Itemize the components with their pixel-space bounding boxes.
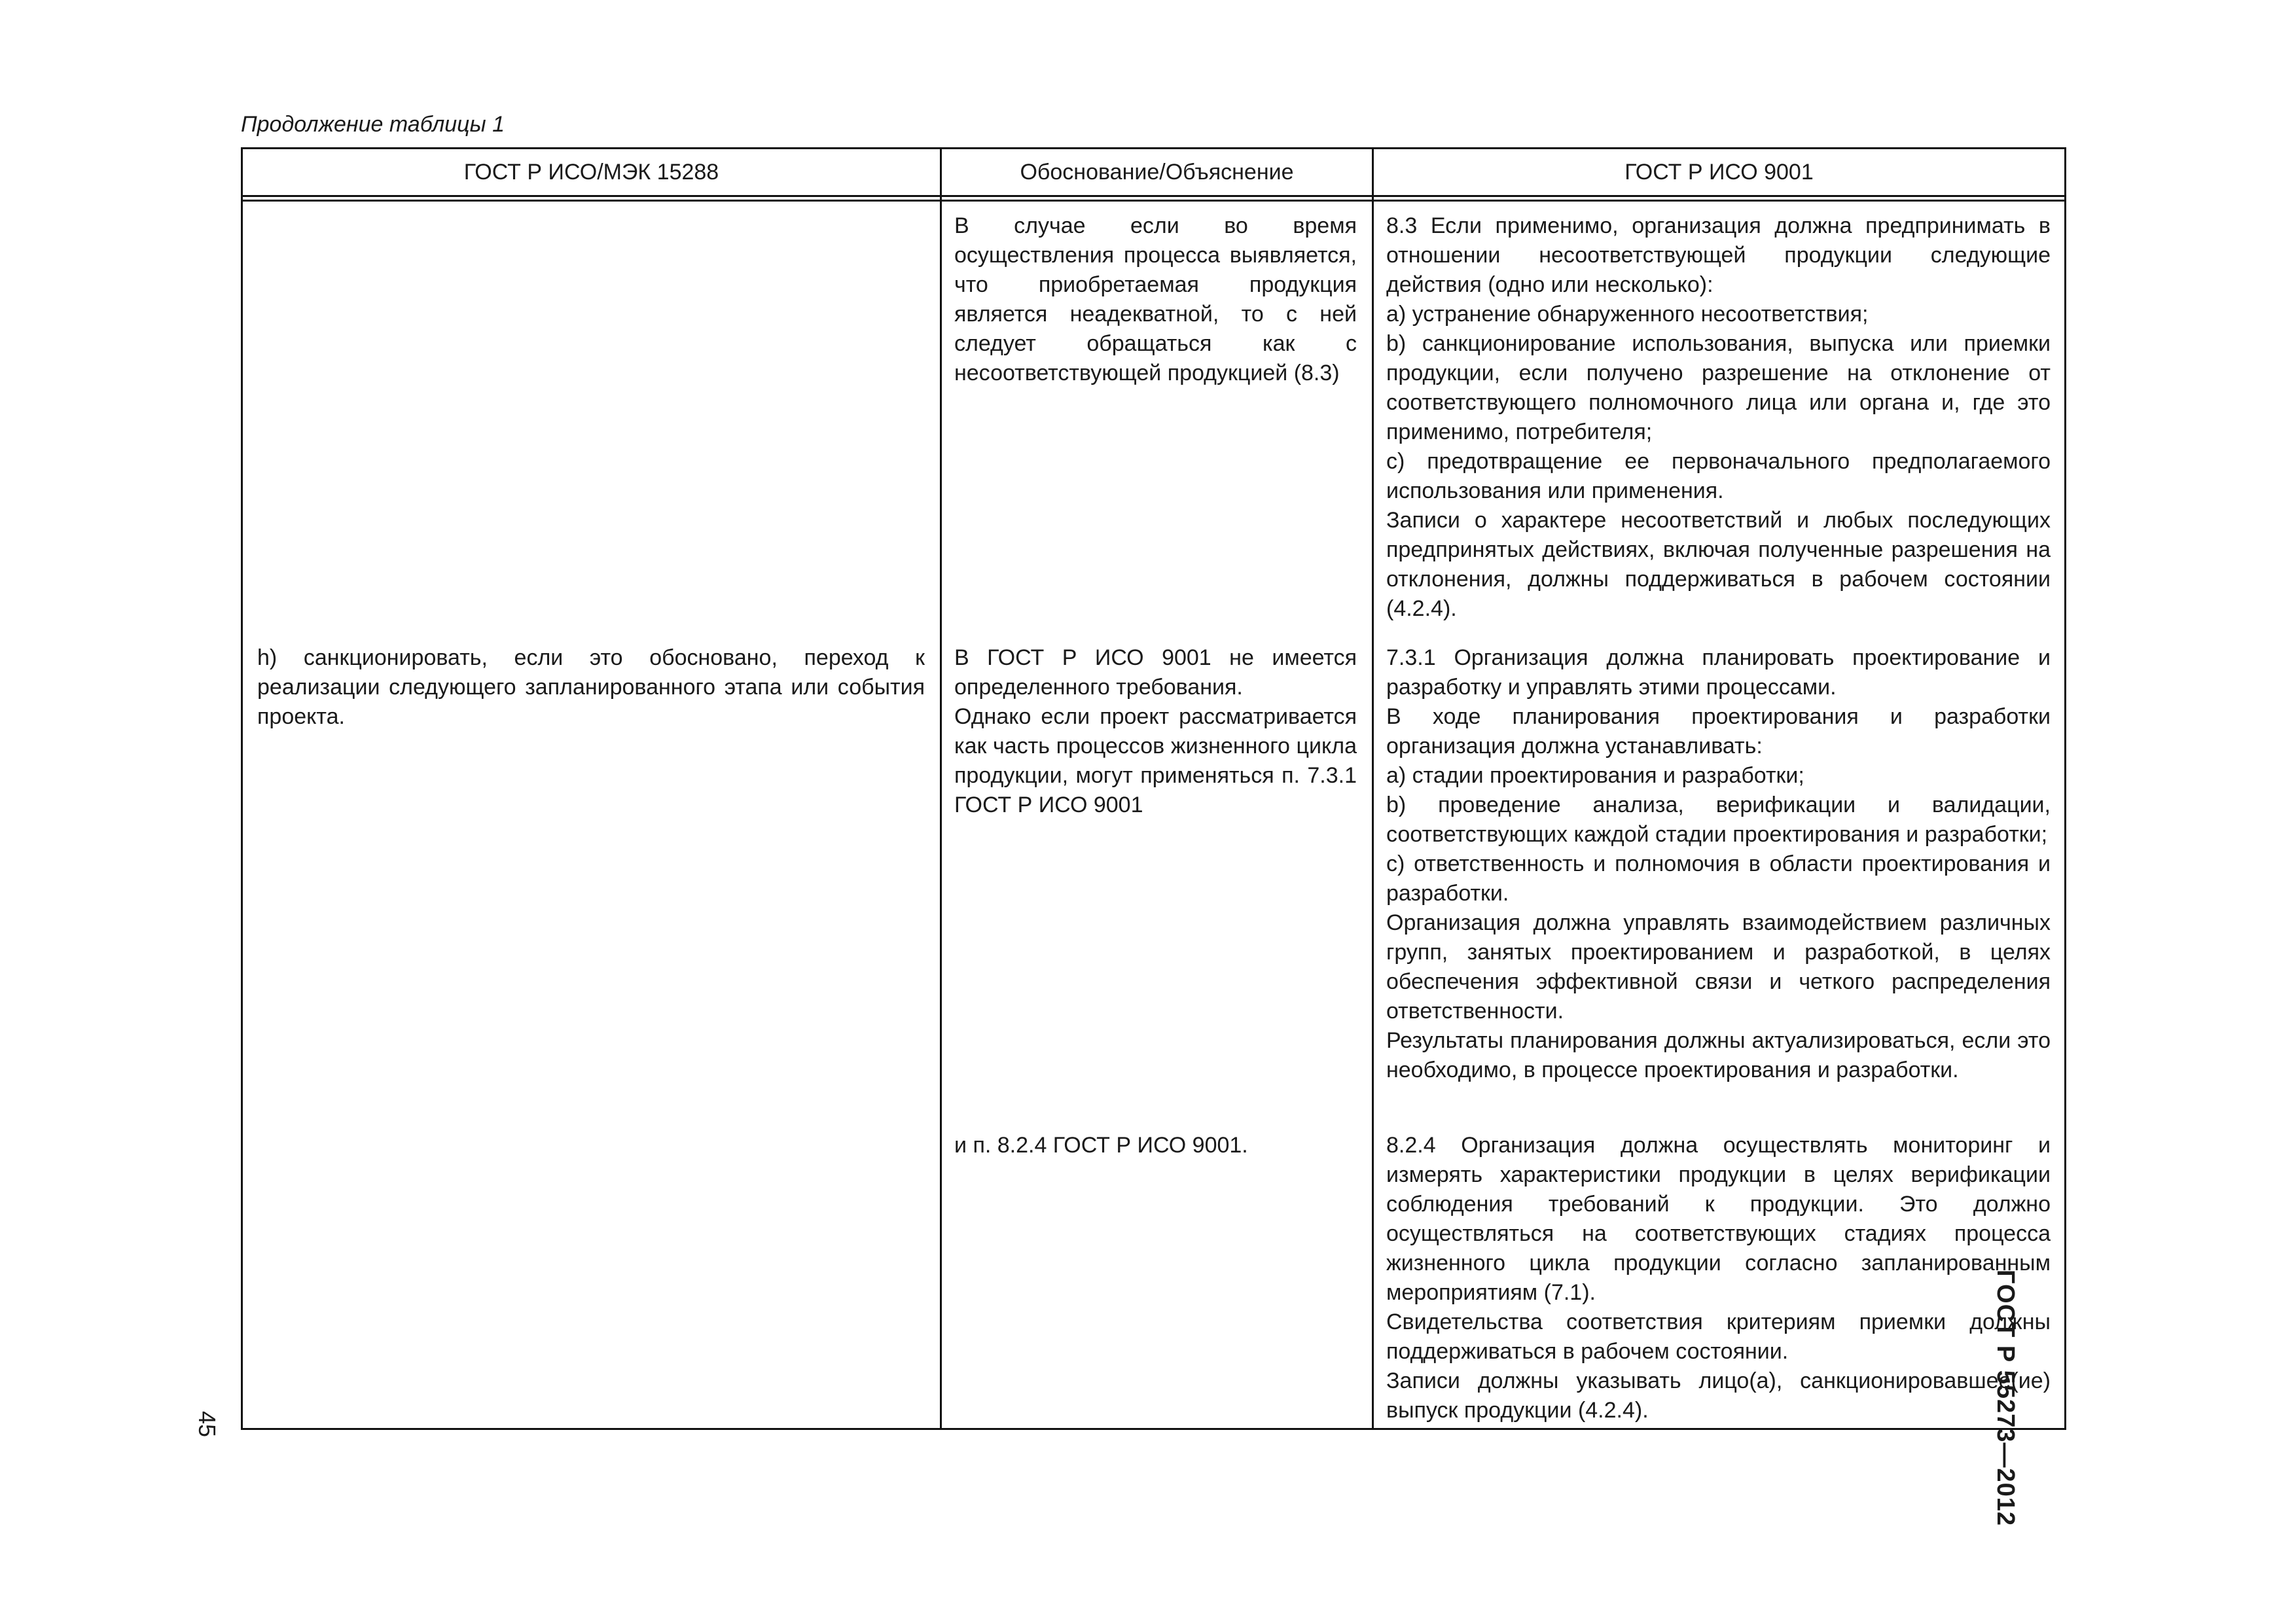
row3-col2-p0: и п. 8.2.4 ГОСТ Р ИСО 9001. [954,1133,1248,1158]
table-header-row [243,149,2064,197]
row2-justification [954,643,1357,820]
row1-col3-p3: c) предотвращение ее первоначального предполагаемого использования или применения. [1386,449,2051,503]
row3-col3-p2: Записи должны указывать лицо(а), санкционировавшее(ие) выпуск продукции (4.2.4). [1386,1368,2051,1423]
row1-col2-p0: В случае если во время осуществления процесса выявляется, что приобретаемая продукция является неадекватной, то с ней следует обращаться как с несоответствующей продукцией (8.3) [954,213,1357,385]
row3-justification [954,1131,1357,1160]
page-number: 45 [194,1410,221,1438]
row1-justification [954,211,1357,388]
data-table [241,147,2066,1430]
row2-col1-p0: h) санкционировать, если это обосновано, переход к реализации следующего запланированного этапа или события проекта. [257,645,925,729]
document-code: ГОСТ Р 55273—2012 [1992,1270,2019,1526]
row2-col3-p2: a) стадии проектирования и разработки; [1386,763,1804,788]
row3-col3-p0: 8.2.4 Организация должна осуществлять мониторинг и измерять характеристики продукции в целях верификации соблюдения требований к продукции. Это должно осуществляться на соответствующих стадиях процесса жизненного цикла продукции согласно запланированным мероприятиям (7.1). [1386,1133,2051,1305]
column-divider [1372,149,1374,1428]
row2-col3-p1: В ходе планирования проектирования и разработки организация должна устанавливать: [1386,704,2051,758]
header-justification: Обоснование/Объяснение [1020,160,1294,185]
row2-gost-15288 [257,643,925,732]
row1-col3-p1: a) устранение обнаруженного несоответствия; [1386,302,1869,327]
row1-col3-p0: 8.3 Если применимо, организация должна предпринимать в отношении несоответствующей продукции следующие действия (одно или несколько): [1386,213,2051,297]
row1-col3-p4: Записи о характере несоответствий и любых последующих предпринятых действиях, включая полученные разрешения на отклонения, должны поддерживаться в рабочем состоянии (4.2.4). [1386,508,2051,621]
row2-gost-9001 [1386,643,2051,1085]
table-caption: Продолжение таблицы 1 [241,112,505,137]
row2-col2-p0: В ГОСТ Р ИСО 9001 не имеется определенного требования. [954,645,1357,700]
row2-col2-p1: Однако если проект рассматривается как часть процессов жизненного цикла продукции, могут применяться п. 7.3.1 ГОСТ Р ИСО 9001 [954,704,1357,817]
row3-gost-9001 [1386,1131,2051,1425]
row2-col3-p5: Организация должна управлять взаимодействием различных групп, занятых проектированием и разработкой, в целях обеспечения эффективной связи и четкого распределения ответственности. [1386,910,2051,1024]
row2-col3-p0: 7.3.1 Организация должна планировать проектирование и разработку и управлять этими процессами. [1386,645,2051,700]
row3-col3-p1: Свидетельства соответствия критериям приемки должны поддерживаться в рабочем состоянии. [1386,1310,2051,1364]
row2-col3-p3: b) проведение анализа, верификации и валидации, соответствующих каждой стадии проектирования и разработки; [1386,793,2051,847]
header-gost-15288: ГОСТ Р ИСО/МЭК 15288 [463,160,719,185]
row1-gost-9001 [1386,211,2051,624]
row2-col3-p6: Результаты планирования должны актуализироваться, если это необходимо, в процессе проектирования и разработки. [1386,1028,2051,1082]
row1-col3-p2: b) санкционирование использования, выпуска или приемки продукции, если получено разрешение на отклонение от соответствующего полномочного лица или органа и, где это применимо, потребителя; [1386,331,2051,444]
row2-col3-p4: c) ответственность и полномочия в области проектирования и разработки. [1386,851,2051,906]
header-gost-9001: ГОСТ Р ИСО 9001 [1624,160,1814,185]
column-divider [940,149,942,1428]
